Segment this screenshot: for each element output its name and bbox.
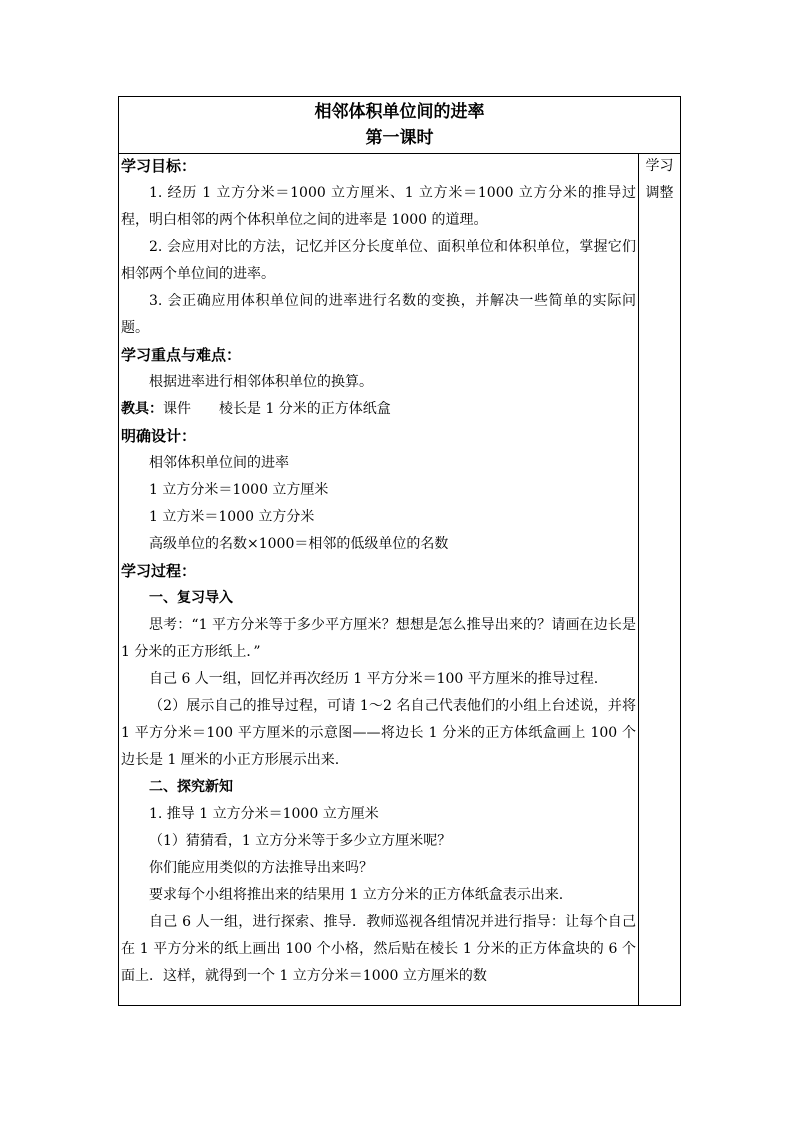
process-heading: 学习过程： [121, 562, 197, 580]
design-line-2: 1 立方分米＝1000 立方厘米 [149, 482, 329, 498]
focus-text: 根据进率进行相邻体积单位的换算。 [149, 374, 373, 390]
explore-heading: 二、探究新知 [149, 779, 233, 795]
design-line-1: 相邻体积单位间的进率 [149, 455, 289, 471]
adjustment-column [639, 153, 680, 1005]
explore-line-3: 你们能应用类似的方法推导出来吗？ [149, 860, 373, 876]
design-line-4: 高级单位的名数×1000＝相邻的低级单位的名数 [149, 536, 449, 552]
goal-2: 2. 会应用对比的方法，记忆并区分长度单位、面积单位和体积单位，掌握它们相邻两个单位间的进率。 [121, 239, 636, 282]
content-body [119, 153, 638, 990]
side-label-line-1: 学习 [645, 158, 674, 174]
goal-3: 3. 会正确应用体积单位间的进率进行名数的变换，并解决一些简单的实际问题。 [121, 293, 636, 336]
goal-1: 1. 经历 1 立方分米＝1000 立方厘米、1 立方米＝1000 立方分米的推导过程，明白相邻的两个体积单位之间的进率是 1000 的道理。 [121, 185, 636, 228]
review-heading: 一、复习导入 [149, 590, 233, 606]
title-cell [119, 97, 680, 154]
explore-line-1: 1. 推导 1 立方分米＝1000 立方厘米 [149, 806, 379, 822]
review-paragraph-2: 自己 6 人一组，回忆并再次经历 1 平方分米＝100 平方厘米的推导过程. [149, 671, 599, 687]
side-label-line-2: 调整 [645, 185, 674, 201]
focus-heading: 学习重点与难点： [121, 346, 242, 364]
tools-text: 课件 棱长是 1 分米的正方体纸盒 [163, 401, 391, 417]
content-cell [119, 153, 639, 1005]
tools-line [121, 396, 636, 423]
explore-line-4: 要求每个小组将推出来的结果用 1 立方分米的正方体纸盒表示出来. [149, 887, 564, 903]
explore-line-2: （1）猜猜看，1 立方分米等于多少立方厘米呢？ [149, 833, 452, 849]
review-paragraph-3: （2）展示自己的推导过程，可请 1～2 名自己代表他们的小组上台述说，并将 1 平方分米＝100 平方厘米的示意图——将边长 1 分米的正方体纸盒画上 100 个边长是 1 厘米的小正方形展示出来. [121, 698, 636, 768]
lesson-plan-table [118, 96, 681, 1006]
goals-heading: 学习目标： [121, 157, 197, 175]
page-title: 相邻体积单位间的进率 [314, 102, 485, 122]
design-heading: 明确设计： [121, 427, 197, 445]
page-subtitle: 第一课时 [365, 128, 434, 148]
explore-paragraph-5: 自己 6 人一组，进行探索、推导．教师巡视各组情况并进行指导：让每个自己在 1 平方分米的纸上画出 100 个小格，然后贴在棱长 1 分米的正方体盒块的 6 个面上．这样，就得到一个 1 立方分米＝1000 立方厘米的数 [121, 914, 636, 984]
design-line-3: 1 立方米＝1000 立方分米 [149, 509, 315, 525]
tools-heading: 教具： [121, 401, 163, 417]
review-paragraph-1: 思考：“1 平方分米等于多少平方厘米？想想是怎么推导出来的？请画在边长是 1 分米的正方形纸上．” [121, 617, 636, 660]
